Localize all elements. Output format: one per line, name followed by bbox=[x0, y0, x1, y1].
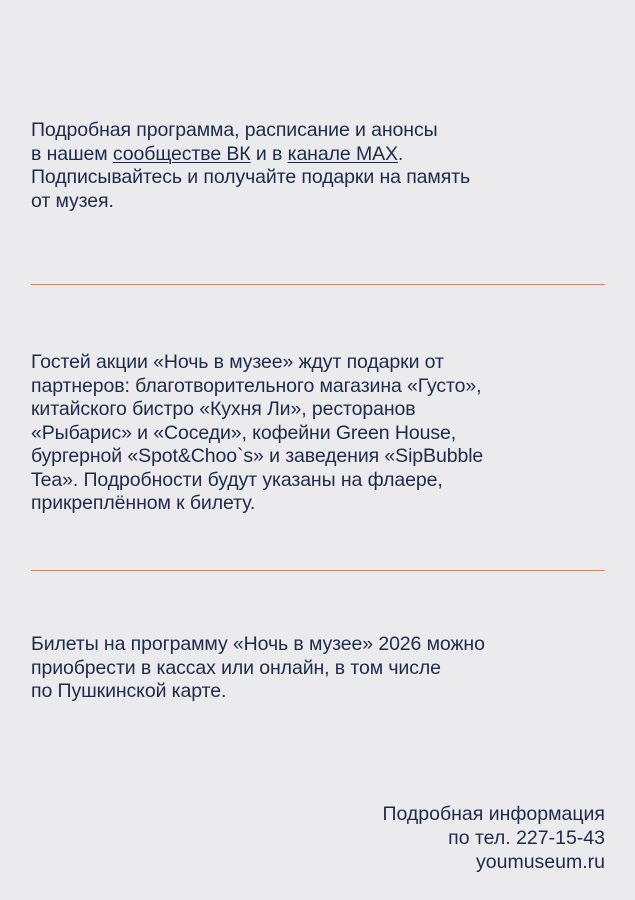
text-line: Подписывайтесь и получайте подарки на память bbox=[31, 166, 471, 188]
section-divider bbox=[31, 570, 605, 571]
text-line: Подробная программа, расписание и анонсы bbox=[31, 119, 438, 141]
website-address: youmuseum.ru bbox=[476, 851, 605, 873]
text-line: Билеты на программу «Ночь в музее» 2026 можно bbox=[31, 633, 485, 655]
text-line: «Рыбарис» и «Соседи», кофейни Green House, bbox=[31, 421, 457, 444]
text-line: бургерной «Spot&Choo`s» и заведения «SipBubble bbox=[31, 445, 484, 467]
section-divider bbox=[31, 284, 605, 285]
text-line: китайского бистро «Кухня Ли», ресторанов bbox=[31, 398, 416, 420]
vk-community-link[interactable]: сообществе ВК bbox=[112, 142, 251, 165]
info-label: Подробная информация bbox=[382, 803, 605, 825]
tickets-block bbox=[31, 633, 485, 704]
text-line: по Пушкинской карте. bbox=[31, 680, 227, 702]
text-line: партнеров: благотворительного магазина «Густо», bbox=[31, 374, 482, 397]
max-channel-link[interactable]: канале MAX bbox=[287, 142, 398, 165]
text-line: приобрести в кассах или онлайн, в том числе bbox=[31, 656, 441, 679]
text-fragment: . bbox=[397, 142, 404, 165]
contact-footer bbox=[382, 802, 605, 874]
text-line-with-links bbox=[31, 143, 470, 167]
text-line: Tea». Подробности будут указаны на флаере, bbox=[31, 468, 443, 491]
announcement-block bbox=[31, 119, 470, 213]
text-fragment: в нашем bbox=[31, 142, 113, 165]
phone-number: по тел. 227-15-43 bbox=[448, 827, 605, 849]
text-line: Гостей акции «Ночь в музее» ждут подарки от bbox=[31, 351, 444, 373]
partners-block bbox=[31, 351, 483, 516]
text-line: от музея. bbox=[31, 189, 114, 212]
text-fragment: и в bbox=[250, 142, 288, 165]
text-line: прикреплённом к билету. bbox=[31, 492, 256, 514]
